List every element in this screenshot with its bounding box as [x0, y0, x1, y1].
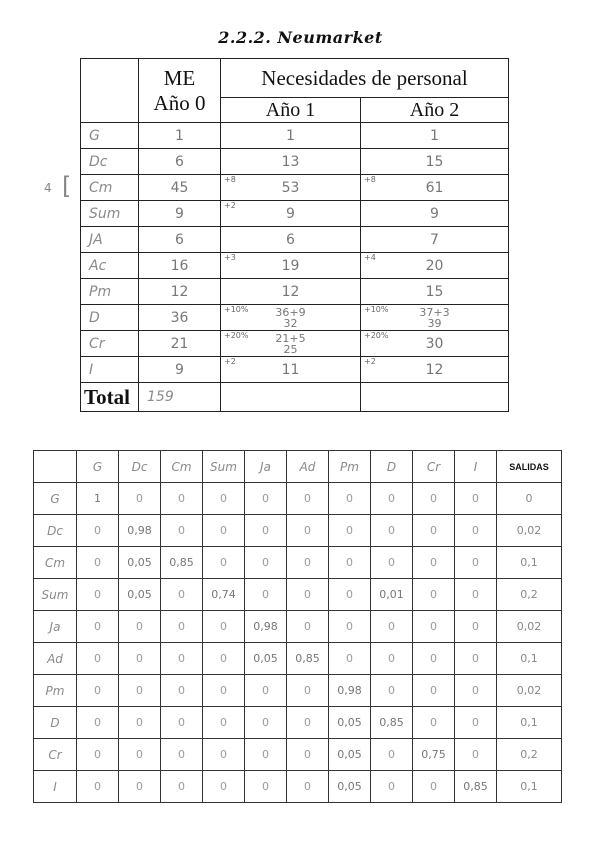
matrix-col-header: Pm	[329, 451, 371, 483]
year2-value: 1	[430, 127, 439, 144]
year1-value-cell	[221, 305, 361, 331]
matrix-cell: 0,05	[119, 547, 161, 579]
year1-value: 19	[281, 257, 300, 274]
year1-value: 13	[281, 153, 300, 170]
matrix-cell: 0,98	[119, 515, 161, 547]
matrix-cell: 0	[77, 515, 119, 547]
matrix-cell: 0	[203, 547, 245, 579]
matrix-cell: 0	[77, 771, 119, 803]
matrix-cell: 0	[413, 483, 455, 515]
year2-value-cell	[361, 305, 509, 331]
year2-value: 15	[425, 153, 444, 170]
matrix-cell: 0,85	[161, 547, 203, 579]
year1-value-cell	[221, 175, 361, 201]
year2-value: 61	[425, 179, 444, 196]
year1-value: 53	[281, 179, 300, 196]
matrix-cell: 0	[245, 547, 287, 579]
total-year2-cell	[361, 383, 509, 412]
staffing-row	[81, 305, 509, 331]
matrix-cell: 0	[371, 611, 413, 643]
matrix-col-header: G	[77, 451, 119, 483]
matrix-cell: 0	[287, 547, 329, 579]
matrix-cell: 0	[119, 771, 161, 803]
matrix-cell: 0	[245, 675, 287, 707]
matrix-cell: 0	[77, 579, 119, 611]
matrix-cell: 0	[455, 707, 497, 739]
matrix-col-header: D	[371, 451, 413, 483]
matrix-cell: 0	[245, 739, 287, 771]
matrix-row	[34, 707, 562, 739]
adjustment-note: +2	[224, 201, 236, 210]
year2-header: Año 2	[361, 98, 509, 123]
matrix-cell: 0	[203, 675, 245, 707]
matrix-cell: 0	[455, 547, 497, 579]
matrix-row	[34, 483, 562, 515]
matrix-cell: 0	[203, 483, 245, 515]
matrix-cell: 0	[77, 611, 119, 643]
salidas-value: 0,02	[497, 675, 562, 707]
year2-value-cell	[361, 201, 509, 227]
matrix-cell: 0	[413, 515, 455, 547]
me-year0-value: 36	[139, 305, 221, 331]
year2-value-cell	[361, 123, 509, 149]
me-header-label: ME	[163, 65, 196, 90]
matrix-row-label: G	[34, 483, 77, 515]
year2-value: 20	[425, 257, 444, 274]
matrix-header-row	[34, 451, 562, 483]
me-year0-value: 6	[139, 149, 221, 175]
matrix-cell: 0	[371, 739, 413, 771]
year2-value-cell	[361, 175, 509, 201]
matrix-cell: 0	[203, 515, 245, 547]
matrix-row	[34, 611, 562, 643]
row-label: Ac	[81, 253, 139, 279]
matrix-cell: 0	[161, 739, 203, 771]
matrix-cell: 0	[161, 483, 203, 515]
row-label: D	[81, 305, 139, 331]
matrix-row-label: Pm	[34, 675, 77, 707]
salidas-value: 0,02	[497, 611, 562, 643]
matrix-row-label: I	[34, 771, 77, 803]
matrix-cell: 0,98	[245, 611, 287, 643]
matrix-row-label: Cm	[34, 547, 77, 579]
year2-value: 15	[425, 283, 444, 300]
matrix-cell: 0	[329, 579, 371, 611]
year2-value-cell	[361, 331, 509, 357]
year1-header: Año 1	[221, 98, 361, 123]
matrix-cell: 0	[413, 547, 455, 579]
me-year0-value: 21	[139, 331, 221, 357]
matrix-cell: 0	[203, 739, 245, 771]
matrix-cell: 0	[287, 579, 329, 611]
empty-corner-cell	[81, 59, 139, 123]
matrix-cell: 0	[77, 739, 119, 771]
matrix-cell: 0,74	[203, 579, 245, 611]
row-label: I	[81, 357, 139, 383]
year1-value: 1	[286, 127, 295, 144]
me-year0-value: 16	[139, 253, 221, 279]
row-label: Pm	[81, 279, 139, 305]
matrix-col-header: Cm	[161, 451, 203, 483]
matrix-col-header: Dc	[119, 451, 161, 483]
matrix-row-label: Sum	[34, 579, 77, 611]
year1-value: 6	[286, 231, 295, 248]
staffing-row	[81, 175, 509, 201]
matrix-cell: 0	[455, 739, 497, 771]
matrix-cell: 0	[77, 675, 119, 707]
staffing-row	[81, 253, 509, 279]
year1-value-cell	[221, 149, 361, 175]
matrix-col-header: I	[455, 451, 497, 483]
matrix-cell: 0	[119, 643, 161, 675]
year1-value-cell	[221, 253, 361, 279]
staffing-row	[81, 123, 509, 149]
year2-value: 37+3 39	[419, 305, 450, 330]
year1-value: 11	[281, 361, 300, 378]
year1-value-cell	[221, 331, 361, 357]
me-year0-value: 45	[139, 175, 221, 201]
year2-value-cell	[361, 357, 509, 383]
matrix-cell: 0	[119, 611, 161, 643]
staffing-row	[81, 331, 509, 357]
matrix-cell: 0	[413, 707, 455, 739]
me-year0-value: 6	[139, 227, 221, 253]
me-header	[139, 59, 221, 123]
matrix-cell: 0	[77, 643, 119, 675]
matrix-row-label: D	[34, 707, 77, 739]
salidas-value: 0	[497, 483, 562, 515]
year2-value-cell	[361, 279, 509, 305]
matrix-cell: 0	[329, 515, 371, 547]
matrix-cell: 0	[371, 675, 413, 707]
matrix-cell: 0	[161, 771, 203, 803]
matrix-cell: 0	[77, 547, 119, 579]
margin-annotation: 4	[44, 181, 52, 195]
adjustment-note: +8	[364, 175, 376, 184]
matrix-cell: 0,01	[371, 579, 413, 611]
staffing-row	[81, 227, 509, 253]
matrix-cell: 0,85	[455, 771, 497, 803]
matrix-cell: 0	[329, 483, 371, 515]
row-label: JA	[81, 227, 139, 253]
matrix-cell: 1	[77, 483, 119, 515]
matrix-cell: 0	[413, 611, 455, 643]
matrix-row-label: Cr	[34, 739, 77, 771]
adjustment-note: +4	[364, 253, 376, 262]
matrix-cell: 0	[77, 707, 119, 739]
staffing-row	[81, 149, 509, 175]
total-value: 159	[139, 383, 221, 412]
matrix-row	[34, 547, 562, 579]
matrix-row	[34, 739, 562, 771]
matrix-cell: 0	[287, 515, 329, 547]
adjustment-note: +10%	[364, 305, 389, 314]
matrix-cell: 0	[287, 483, 329, 515]
matrix-cell: 0	[203, 643, 245, 675]
adjustment-note: +20%	[364, 331, 389, 340]
me-year0-value: 1	[139, 123, 221, 149]
matrix-col-header: Sum	[203, 451, 245, 483]
year1-value-cell	[221, 279, 361, 305]
staffing-row	[81, 201, 509, 227]
matrix-cell: 0	[245, 483, 287, 515]
year1-value-cell	[221, 201, 361, 227]
matrix-cell: 0,75	[413, 739, 455, 771]
matrix-cell: 0,05	[329, 739, 371, 771]
matrix-cell: 0,05	[329, 707, 371, 739]
row-label: Cr	[81, 331, 139, 357]
matrix-row	[34, 579, 562, 611]
total-label: Total	[81, 383, 139, 412]
matrix-cell: 0	[371, 547, 413, 579]
matrix-cell: 0	[413, 675, 455, 707]
matrix-cell: 0	[455, 515, 497, 547]
matrix-cell: 0	[203, 771, 245, 803]
matrix-cell: 0	[371, 515, 413, 547]
salidas-value: 0,1	[497, 547, 562, 579]
matrix-cell: 0	[203, 707, 245, 739]
salidas-header: SALIDAS	[497, 451, 562, 483]
year1-value: 9	[286, 205, 295, 222]
salidas-value: 0,02	[497, 515, 562, 547]
matrix-cell: 0	[245, 707, 287, 739]
row-label: Sum	[81, 201, 139, 227]
matrix-row-label: Ad	[34, 643, 77, 675]
year1-value: 21+5 25	[275, 331, 306, 356]
staffing-row	[81, 279, 509, 305]
year2-value: 9	[430, 205, 439, 222]
adjustment-note: +20%	[224, 331, 249, 340]
row-label: Dc	[81, 149, 139, 175]
matrix-corner-cell	[34, 451, 77, 483]
transition-matrix-table	[33, 450, 562, 803]
matrix-col-header: Ad	[287, 451, 329, 483]
matrix-cell: 0	[287, 739, 329, 771]
matrix-cell: 0	[455, 675, 497, 707]
matrix-cell: 0	[161, 515, 203, 547]
adjustment-note: +2	[364, 357, 376, 366]
salidas-value: 0,2	[497, 579, 562, 611]
matrix-cell: 0	[455, 579, 497, 611]
adjustment-note: +10%	[224, 305, 249, 314]
matrix-cell: 0	[329, 611, 371, 643]
matrix-cell: 0	[455, 611, 497, 643]
matrix-cell: 0	[413, 579, 455, 611]
row-label: G	[81, 123, 139, 149]
year2-value-cell	[361, 149, 509, 175]
matrix-cell: 0,05	[119, 579, 161, 611]
adjustment-note: +2	[224, 357, 236, 366]
margin-bracket: [	[62, 172, 72, 200]
me-year0-value: 12	[139, 279, 221, 305]
year2-value: 7	[430, 231, 439, 248]
matrix-cell: 0,85	[371, 707, 413, 739]
year2-value: 30	[425, 335, 444, 352]
year1-value-cell	[221, 123, 361, 149]
matrix-cell: 0	[119, 707, 161, 739]
year2-value: 12	[425, 361, 444, 378]
matrix-cell: 0	[413, 643, 455, 675]
staffing-row	[81, 357, 509, 383]
me-year0-value: 9	[139, 201, 221, 227]
me-year0-value: 9	[139, 357, 221, 383]
matrix-cell: 0	[245, 515, 287, 547]
matrix-cell: 0	[161, 675, 203, 707]
matrix-cell: 0	[119, 483, 161, 515]
matrix-cell: 0	[455, 483, 497, 515]
matrix-cell: 0	[287, 707, 329, 739]
matrix-cell: 0,05	[329, 771, 371, 803]
adjustment-note: +3	[224, 253, 236, 262]
matrix-cell: 0	[161, 643, 203, 675]
salidas-value: 0,1	[497, 643, 562, 675]
matrix-row	[34, 515, 562, 547]
matrix-cell: 0	[161, 579, 203, 611]
matrix-row-label: Dc	[34, 515, 77, 547]
matrix-cell: 0	[455, 643, 497, 675]
matrix-cell: 0	[413, 771, 455, 803]
year1-value: 12	[281, 283, 300, 300]
matrix-cell: 0	[161, 707, 203, 739]
matrix-cell: 0,85	[287, 643, 329, 675]
matrix-cell: 0,05	[245, 643, 287, 675]
matrix-row	[34, 771, 562, 803]
year1-value-cell	[221, 227, 361, 253]
year1-value-cell	[221, 357, 361, 383]
matrix-cell: 0	[161, 611, 203, 643]
me-year-label: Año 0	[153, 90, 206, 115]
matrix-col-header: Ja	[245, 451, 287, 483]
matrix-cell: 0	[329, 643, 371, 675]
matrix-cell: 0,98	[329, 675, 371, 707]
year2-value-cell	[361, 227, 509, 253]
matrix-cell: 0	[287, 771, 329, 803]
matrix-row-label: Ja	[34, 611, 77, 643]
matrix-row	[34, 675, 562, 707]
total-year1-cell	[221, 383, 361, 412]
matrix-col-header: Cr	[413, 451, 455, 483]
adjustment-note: +8	[224, 175, 236, 184]
matrix-cell: 0	[245, 579, 287, 611]
salidas-value: 0,1	[497, 771, 562, 803]
matrix-cell: 0	[329, 547, 371, 579]
salidas-value: 0,2	[497, 739, 562, 771]
matrix-cell: 0	[287, 675, 329, 707]
matrix-cell: 0	[245, 771, 287, 803]
matrix-cell: 0	[287, 611, 329, 643]
salidas-value: 0,1	[497, 707, 562, 739]
matrix-cell: 0	[119, 739, 161, 771]
page-title: 2.2.2. Neumarket	[218, 28, 383, 47]
staffing-needs-table	[80, 58, 509, 412]
matrix-cell: 0	[371, 643, 413, 675]
row-label: Cm	[81, 175, 139, 201]
needs-header: Necesidades de personal	[221, 59, 509, 98]
matrix-cell: 0	[371, 483, 413, 515]
year2-value-cell	[361, 253, 509, 279]
matrix-row	[34, 643, 562, 675]
matrix-cell: 0	[203, 611, 245, 643]
matrix-cell: 0	[371, 771, 413, 803]
year1-value: 36+9 32	[275, 305, 306, 330]
matrix-cell: 0	[119, 675, 161, 707]
